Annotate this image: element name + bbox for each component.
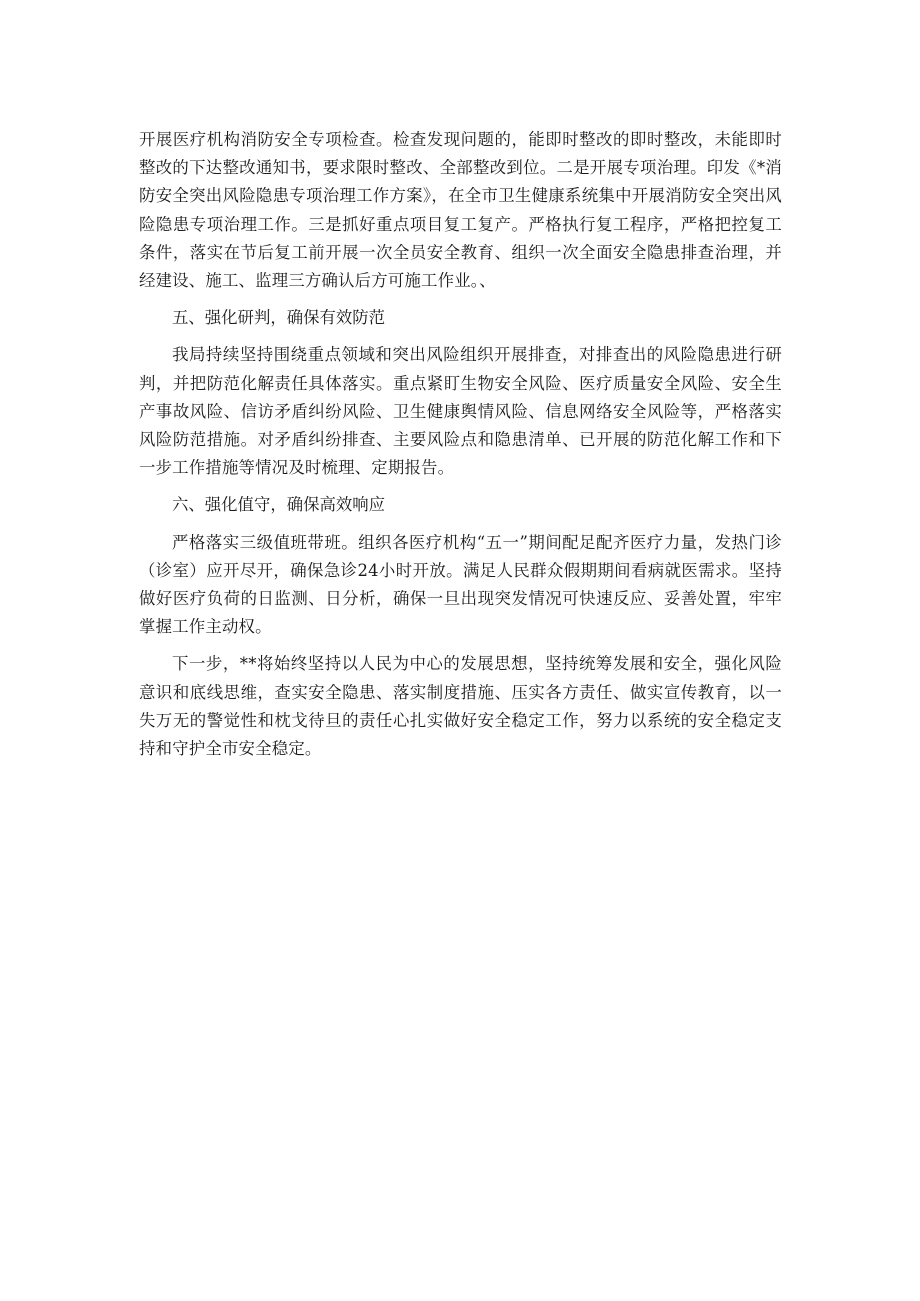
paragraph-next-steps: 下一步，**将始终坚持以人民为中心的发展思想，坚持统筹发展和安全，强化风险意识和底线思维，查实安全隐患、落实制度措施、压实各方责任、做实宣传教育，以一失万无的警觉性和枕戈待旦的责任心扎实做好安全稳定工作，努力以系统的安全稳定支持和守护全市安全稳定。 [139, 654, 782, 759]
paragraph-fire-safety-inspection: 开展医疗机构消防安全专项检查。检查发现问题的，能即时整改的即时整改，未能即时整改的下达整改通知书，要求限时整改、全部整改到位。二是开展专项治理。印发《*消防安全突出风险隐患专项治理工作方案》，在全市卫生健康系统集中开展消防安全突出风险隐患专项治理工作。三是抓好重点项目复工复产。严格执行复工程序，严格把控复工条件，落实在节后复工前开展一次全员安全教育、组织一次全面安全隐患排查治理，并经建设、施工、监理三方确认后方可施工作业。、 [139, 130, 782, 291]
section-heading-risk-assessment: 五、强化研判，确保有效防范 [172, 308, 386, 328]
section-heading-duty-response: 六、强化值守，确保高效响应 [172, 495, 386, 515]
document-page [139, 126, 782, 772]
paragraph-duty-response: 严格落实三级值班带班。组织各医疗机构“五一”期间配足配齐医疗力量，发热门诊（诊室）应开尽开，确保急诊24小时开放。满足人民群众假期期间看病就医需求。坚持做好医疗负荷的日监测、日分析，确保一旦出现突发情况可快速反应、妥善处置，牢牢掌握工作主动权。 [139, 532, 782, 637]
paragraph-risk-assessment: 我局持续坚持围绕重点领域和突出风险组织开展排查，对排查出的风险隐患进行研判，并把防范化解责任具体落实。重点紧盯生物安全风险、医疗质量安全风险、安全生产事故风险、信访矛盾纠纷风险、卫生健康舆情风险、信息网络安全风险等，严格落实风险防范措施。对矛盾纠纷排查、主要风险点和隐患清单、已开展的防范化解工作和下一步工作措施等情况及时梳理、定期报告。 [139, 345, 782, 478]
